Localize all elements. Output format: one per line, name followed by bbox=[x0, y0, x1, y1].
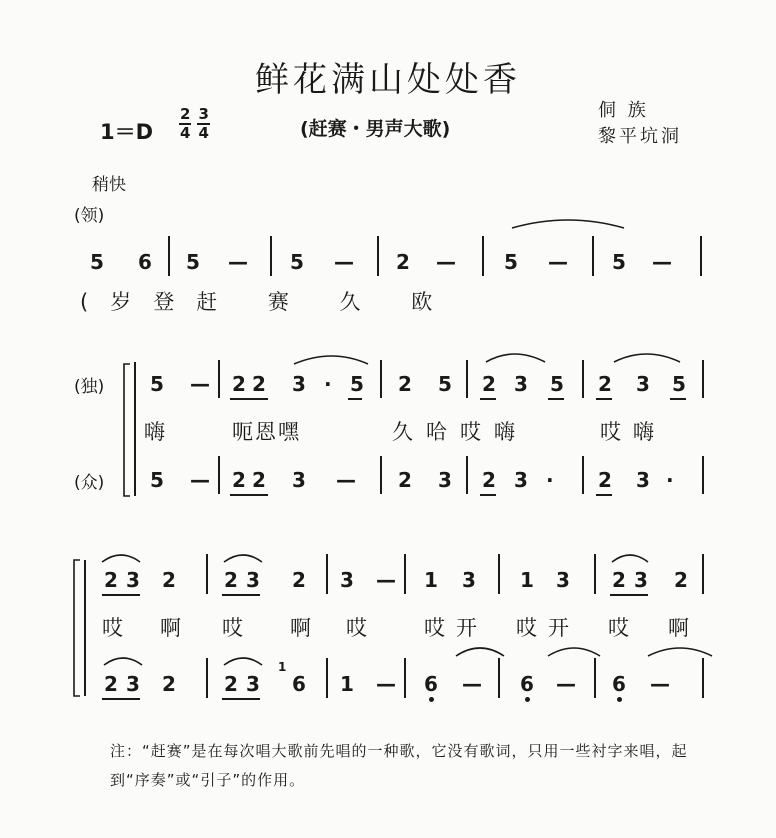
note: 1 bbox=[424, 568, 438, 592]
underline bbox=[596, 398, 612, 400]
song-title: 鲜花满山处处香 bbox=[255, 60, 521, 100]
note: 2 bbox=[162, 672, 176, 696]
lyric: 久哈哎嗨 bbox=[392, 420, 528, 444]
note: 3 bbox=[292, 468, 306, 492]
dash: — bbox=[190, 372, 210, 396]
dash: — bbox=[650, 672, 670, 696]
note: 3 bbox=[634, 568, 648, 592]
barline bbox=[594, 554, 596, 594]
underline bbox=[230, 398, 268, 400]
note: 3 bbox=[292, 372, 306, 396]
note: 2 bbox=[482, 468, 496, 492]
note: 5 bbox=[186, 250, 200, 274]
note: 3 bbox=[636, 468, 650, 492]
slur bbox=[456, 648, 504, 656]
note: 2 bbox=[598, 468, 612, 492]
chorus-label: (众) bbox=[74, 473, 105, 493]
source-ethnicity: 侗 族 bbox=[598, 100, 649, 121]
slur bbox=[102, 555, 140, 562]
lyric: 哎 bbox=[346, 616, 368, 640]
barline bbox=[592, 236, 594, 276]
lower-octave-dot bbox=[429, 697, 434, 702]
barline bbox=[404, 658, 406, 698]
lead-label: (领) bbox=[74, 206, 105, 226]
note: 5 bbox=[150, 372, 164, 396]
lyric: 开 bbox=[548, 616, 570, 640]
note: 5 bbox=[90, 250, 104, 274]
barline bbox=[702, 554, 704, 594]
note: 3 bbox=[438, 468, 452, 492]
lyric: 哎 bbox=[516, 616, 538, 640]
barline bbox=[206, 658, 208, 698]
slur bbox=[548, 648, 600, 656]
dash: — bbox=[376, 568, 396, 592]
meter-numerator: 2 bbox=[180, 105, 191, 123]
note: 2 bbox=[224, 672, 238, 696]
barline bbox=[582, 456, 584, 494]
underline bbox=[596, 494, 612, 496]
barline bbox=[218, 456, 220, 494]
dot: · bbox=[324, 372, 332, 396]
barline bbox=[218, 360, 220, 398]
lyric: 哎 bbox=[222, 616, 244, 640]
underline bbox=[670, 398, 686, 400]
slur bbox=[104, 658, 142, 665]
note: 2 bbox=[398, 372, 412, 396]
note: 5 bbox=[150, 468, 164, 492]
slur bbox=[224, 658, 262, 665]
slur bbox=[224, 555, 262, 562]
slur bbox=[612, 555, 648, 562]
lyric: 嗨 bbox=[144, 420, 166, 444]
note: 3 bbox=[514, 468, 528, 492]
barline bbox=[498, 658, 500, 698]
barline bbox=[482, 236, 484, 276]
note: 2 bbox=[232, 468, 246, 492]
barline bbox=[404, 554, 406, 594]
barline bbox=[466, 456, 468, 494]
note: 3 bbox=[514, 372, 528, 396]
barline bbox=[702, 456, 704, 494]
meter-numerator: 3 bbox=[198, 105, 209, 123]
note: 1 bbox=[340, 672, 354, 696]
note: 3 bbox=[636, 372, 650, 396]
tempo-marking: 稍快 bbox=[92, 175, 126, 195]
note: 6 bbox=[612, 672, 626, 696]
barline bbox=[702, 360, 704, 398]
dash: — bbox=[556, 672, 576, 696]
dash: — bbox=[462, 672, 482, 696]
lyrics-line: (岁登赶 赛 久 欧 bbox=[80, 290, 455, 314]
note: 3 bbox=[246, 672, 260, 696]
note: 3 bbox=[556, 568, 570, 592]
note: 2 bbox=[162, 568, 176, 592]
song-subtitle: (赶赛・男声大歌) bbox=[300, 118, 451, 140]
slur bbox=[486, 354, 545, 362]
note: 6 bbox=[292, 672, 306, 696]
note: 5 bbox=[612, 250, 626, 274]
barline bbox=[206, 554, 208, 594]
grace-note: 1 bbox=[278, 660, 287, 674]
lyric: 哎 bbox=[424, 616, 446, 640]
note: 1 bbox=[520, 568, 534, 592]
barline bbox=[380, 360, 382, 398]
note: 2 bbox=[232, 372, 246, 396]
note: 3 bbox=[462, 568, 476, 592]
dash: — bbox=[228, 250, 248, 274]
dash: — bbox=[334, 250, 354, 274]
note: 5 bbox=[504, 250, 518, 274]
solo-label: (独) bbox=[74, 377, 105, 397]
barline bbox=[702, 658, 704, 698]
lyric: 哎 bbox=[102, 616, 124, 640]
underline bbox=[222, 698, 260, 700]
barline bbox=[380, 456, 382, 494]
lower-octave-dot bbox=[525, 697, 530, 702]
note: 2 bbox=[104, 568, 118, 592]
note: 2 bbox=[252, 372, 266, 396]
underline bbox=[230, 494, 268, 496]
note: 2 bbox=[598, 372, 612, 396]
slur bbox=[648, 648, 712, 656]
footnote: 注：“赶赛”是在每次唱大歌前先唱的一种歌，它没有歌词，只用一些衬字来唱，起到“序奏”或“引子”的作用。 bbox=[110, 742, 688, 789]
note: 2 bbox=[398, 468, 412, 492]
dash: — bbox=[436, 250, 456, 274]
underline bbox=[480, 398, 496, 400]
dash: — bbox=[190, 468, 210, 492]
barline bbox=[326, 554, 328, 594]
dash: — bbox=[376, 672, 396, 696]
underline bbox=[102, 594, 140, 596]
lyric: 呃恩嘿 bbox=[232, 420, 301, 444]
note: 6 bbox=[424, 672, 438, 696]
system-bracket bbox=[74, 560, 80, 696]
underline bbox=[348, 398, 362, 400]
note: 2 bbox=[252, 468, 266, 492]
note: 3 bbox=[126, 672, 140, 696]
meter-denominator: 4 bbox=[180, 124, 191, 142]
barline bbox=[377, 236, 379, 276]
note: 2 bbox=[104, 672, 118, 696]
barline bbox=[466, 360, 468, 398]
note: 2 bbox=[396, 250, 410, 274]
note: 3 bbox=[340, 568, 354, 592]
source-location: 黎平坑洞 bbox=[598, 126, 682, 147]
lyric: 开 bbox=[456, 616, 478, 640]
note: 5 bbox=[672, 372, 686, 396]
note: 3 bbox=[246, 568, 260, 592]
underline bbox=[480, 494, 496, 496]
lyric: 哎 bbox=[608, 616, 630, 640]
slur bbox=[294, 356, 368, 364]
underline bbox=[102, 698, 140, 700]
slur bbox=[614, 354, 680, 362]
barline bbox=[700, 236, 702, 276]
lyric: 啊 bbox=[160, 616, 182, 640]
barline bbox=[498, 554, 500, 594]
meter-denominator: 4 bbox=[198, 124, 209, 142]
lyric: 哎嗨 bbox=[600, 420, 666, 444]
note: 5 bbox=[550, 372, 564, 396]
note: 5 bbox=[350, 372, 364, 396]
barline bbox=[582, 360, 584, 398]
system-bracket bbox=[124, 364, 130, 496]
note: 2 bbox=[612, 568, 626, 592]
barline bbox=[270, 236, 272, 276]
dash: — bbox=[548, 250, 568, 274]
system-barline bbox=[134, 362, 136, 496]
dash: — bbox=[652, 250, 672, 274]
note: 3 bbox=[126, 568, 140, 592]
lyric: 啊 bbox=[290, 616, 312, 640]
note: 2 bbox=[674, 568, 688, 592]
system-barline bbox=[84, 560, 86, 696]
underline bbox=[222, 594, 260, 596]
note: 6 bbox=[520, 672, 534, 696]
underline bbox=[548, 398, 564, 400]
slur bbox=[512, 220, 624, 228]
lower-octave-dot bbox=[617, 697, 622, 702]
dot: · bbox=[546, 468, 554, 492]
note: 5 bbox=[290, 250, 304, 274]
note: 2 bbox=[292, 568, 306, 592]
key-signature: 1＝D bbox=[100, 120, 154, 144]
dot: · bbox=[666, 468, 674, 492]
note: 5 bbox=[438, 372, 452, 396]
note: 2 bbox=[224, 568, 238, 592]
barline bbox=[326, 658, 328, 698]
barline bbox=[168, 236, 170, 276]
dash: — bbox=[336, 468, 356, 492]
lyric: 啊 bbox=[668, 616, 690, 640]
note: 6 bbox=[138, 250, 152, 274]
barline bbox=[594, 658, 596, 698]
underline bbox=[610, 594, 648, 596]
note: 2 bbox=[482, 372, 496, 396]
